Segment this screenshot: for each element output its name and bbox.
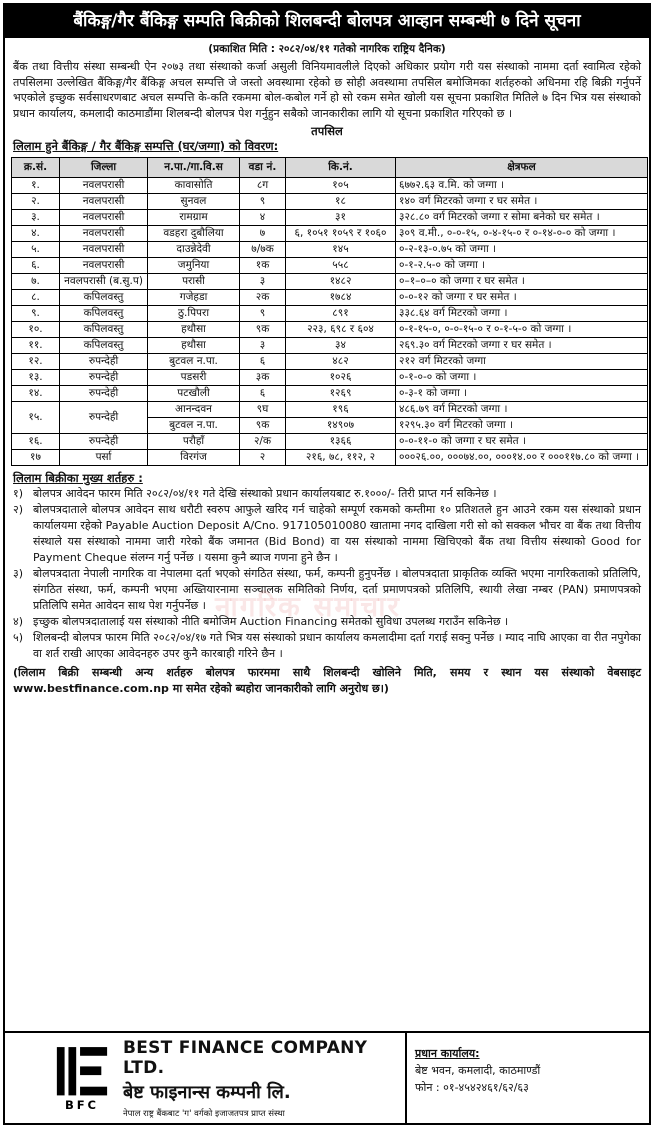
cell-sn: १०. — [12, 322, 60, 338]
cell-ward: १क — [240, 258, 286, 274]
condition-text: बोलपत्रदाताले बोलपत्र आवेदन साथ धरौटी स्वरुप आफुले खरिद गर्न चाहेको सम्पूर्ण रकमको कम्तीमा १० प्रतिशतले हुन आउने रकम यस संस्थाको प्रधान कार्यालयमा रहेको Payable Auction Deposit A/Cno. 917105010080 खातामा नगद दाखिला गरी सो को सक्कल भौचर वा बैंक तथा वित्तीय संस्थाले यस संस्थाको नाममा जारी गरेको बैंक जमानत (Bid Bond) वा यस संस्थाको नाममा खिचिएको बैंक तथा वित्तीय संस्थाको Good for Payment Cheque संलग्न गर्नु पर्नेछ । यसमा कुनै ब्याज गणना हुने छैन । — [33, 503, 641, 564]
condition-text: बोलपत्रदाता नेपाली नागरिक वा नेपालमा दर्ता भएको संगठित संस्था, फर्म, कम्पनी हुनुपर्नेछ । बोलपत्रदाता प्राकृतिक व्यक्ति भएमा नागरिकताको प्रतिलिपि, संगठित संस्था, फर्म, कम्पनी भएमा अख्तियारनामा सञ्चालक समितिको निर्णय, दर्ता प्रमाणपत्रको प्रतिलिपि, स्थायी लेखा नम्बर (PAN) प्रमाणपत्रको प्रतिलिपि समेत आवेदन साथ पेश गर्नुपर्नेछ । — [33, 567, 641, 612]
cell-area: २६९.३० वर्ग मिटरको जग्गा र घर समेत । — [396, 338, 648, 354]
table-row — [12, 338, 648, 354]
cell-kitta: १७८४ — [286, 290, 396, 306]
cell-ward: २/क — [240, 434, 286, 450]
company-tagline: नेपाल राष्ट्र बैंकबाट 'ग' वर्गको इजाजतपत्र प्राप्त संस्था — [122, 1108, 285, 1119]
cell-kitta: ६, १०५१ १०५९ र १०६० — [286, 226, 396, 242]
cell-ward: ३ — [240, 338, 286, 354]
cell-kitta: १३६६ — [286, 434, 396, 450]
company-branding — [5, 1033, 405, 1123]
condition-item — [5, 486, 649, 502]
condition-item — [5, 502, 649, 566]
cell-kitta: १०२६ — [286, 370, 396, 386]
cell-sn: ९. — [12, 306, 60, 322]
condition-item — [5, 614, 649, 630]
notice-banner: बैंकिङ्ग/गैर बैंकिङ्ग सम्पति बिक्रीको शिलबन्दी बोलपत्र आव्हान सम्बन्धी ७ दिने सूचना — [5, 5, 649, 38]
table-row — [12, 194, 648, 210]
cell-area: ०००२६.००, ०००७४.००, ०००१४.०० र ०००११७.८० को जग्गा । — [396, 450, 648, 466]
footer — [5, 1031, 649, 1123]
head-office-phone: फोन : ०१-४५४२४६१/६२/६३ — [415, 1081, 529, 1094]
table-row — [12, 354, 648, 370]
cell-area: १२९५.३० वर्ग मिटरको जग्गा । — [396, 418, 648, 434]
col-header-ward: वडा नं. — [240, 158, 286, 178]
cell-municipality: पडसरी — [148, 370, 240, 386]
cell-sn: १६. — [12, 434, 60, 450]
cell-kitta: १२६९ — [286, 386, 396, 402]
cell-district: नवलपरासी (ब.सु.प) — [60, 274, 148, 290]
cell-district: कपिलवस्तु — [60, 290, 148, 306]
cell-kitta: १४५ — [286, 242, 396, 258]
cell-ward: ९क — [240, 322, 286, 338]
condition-text: इच्छुक बोलपत्रदातालाई यस संस्थाको नीति बमोजिम Auction Financing समेतको सुविधा उपलब्ध गराउँन सकिनेछ । — [33, 615, 509, 628]
cell-sn: ५. — [12, 242, 60, 258]
cell-ward: ६ — [240, 354, 286, 370]
table-row — [12, 290, 648, 306]
head-office-block — [405, 1033, 649, 1123]
cell-kitta: १८ — [286, 194, 396, 210]
cell-municipality: बुटवल न.पा. — [148, 418, 240, 434]
head-office-address: बेष्ट भवन, कमलादी, काठमाण्डौं — [415, 1064, 541, 1077]
cell-kitta: ५५८ — [286, 258, 396, 274]
condition-number: १) — [13, 487, 24, 500]
table-row — [12, 226, 648, 242]
cell-sn: ८. — [12, 290, 60, 306]
cell-district: पर्सा — [60, 450, 148, 466]
watermark: नागरिक समाचार — [215, 590, 401, 623]
condition-number: ३) — [13, 567, 24, 580]
cell-district: नवलपरासी — [60, 242, 148, 258]
schedule-heading: तपसिल — [311, 124, 343, 138]
cell-district: रुपन्देही — [60, 354, 148, 370]
cell-municipality: सुनवल — [148, 194, 240, 210]
cell-sn: १७ — [12, 450, 60, 466]
cell-district: रुपन्देही — [60, 434, 148, 450]
cell-municipality: विरगंज — [148, 450, 240, 466]
condition-number: ५) — [13, 631, 24, 644]
cell-municipality: कावासोति — [148, 178, 240, 194]
company-name-block — [123, 1038, 405, 1119]
cell-district: नवलपरासी — [60, 178, 148, 194]
cell-municipality: वडहरा दुबौलिया — [148, 226, 240, 242]
cell-kitta: २१६, ७८, ११२, २ — [286, 450, 396, 466]
col-header-district: जिल्ला — [60, 158, 148, 178]
cell-sn: ३. — [12, 210, 60, 226]
cell-district: नवलपरासी — [60, 210, 148, 226]
condition-text: बोलपत्र आवेदन फारम मिति २०८२/०४/११ गते देखि संस्थाको प्रधान कार्यालयबाट रु.१०००/- तिरी प्राप्त गर्न सकिनेछ । — [33, 487, 497, 500]
table-row — [12, 306, 648, 322]
table-row — [12, 450, 648, 466]
table-row — [12, 178, 648, 194]
table-header-row — [12, 158, 648, 178]
cell-kitta: ३१ — [286, 210, 396, 226]
table-row — [12, 370, 648, 386]
cell-sn: १५. — [12, 402, 60, 434]
cell-municipality: परासी — [148, 274, 240, 290]
cell-sn: ११. — [12, 338, 60, 354]
cell-area: २१२ वर्ग मिटरको जग्गा — [396, 354, 648, 370]
cell-ward: २क — [240, 290, 286, 306]
cell-area: ३२८.८० वर्ग मिटरको जग्गा र सोमा बनेको घर समेत । — [396, 210, 648, 226]
cell-ward: ९ — [240, 306, 286, 322]
cell-area: १४० वर्ग मिटरको जग्गा र घर समेत । — [396, 194, 648, 210]
cell-area: ४८६.७९ वर्ग मिटरको जग्गा । — [396, 402, 648, 418]
cell-district: कपिलवस्तु — [60, 338, 148, 354]
cell-municipality: बुटवल न.पा. — [148, 354, 240, 370]
cell-area: ३३८.६४ वर्ग मिटरको जग्गा । — [396, 306, 648, 322]
cell-kitta: १४९०७ — [286, 418, 396, 434]
cell-district: नवलपरासी — [60, 226, 148, 242]
cell-area: ६७७२.६३ व.मि. को जग्गा । — [396, 178, 648, 194]
head-office-label: प्रधान कार्यालय: — [415, 1047, 480, 1060]
table-row — [12, 274, 648, 290]
table-row — [12, 386, 648, 402]
table-row — [12, 402, 648, 418]
cell-area: ०-१-१५-०, ०-०-१५-० र ०-१-५-० को जग्गा । — [396, 322, 648, 338]
cell-municipality: पटखौली — [148, 386, 240, 402]
intro-paragraph: बैंक तथा वित्तीय संस्था सम्बन्धी ऐन २०७३ तथा संस्थाको कर्जा असुली विनियमावलीले दिएको अधिकार प्रयोग गरी यस संस्थाको नाममा दर्ता स्वामित्व रहेको तपसिलमा उल्लेखित बैंकिङ्ग/गैर बैंकिङ्ग अचल सम्पत्ति जे जस्तो अवस्थामा रहेको छ सोही अवस्थामा तपसिल बमोजिमका शर्तहरुको अधिनमा रहि बिक्री गर्नुपर्ने भएकोले इच्छुक सर्वसाधरणबाट अचल सम्पत्ति के-कति रकममा बोल-कबोल गर्ने हो सो रकम समेत खोली यस सूचना प्रकाशित मितिले ७ दिन भित्र यस संस्थाको प्रधान कार्यालय, कमलादी काठमाडौंमा शिलबन्दी बोलपत्र पेश गर्नुहुन सबैको जानकारीका लागि यो सूचना प्रकाशित गरिएको छ । — [13, 60, 641, 120]
cell-sn: २. — [12, 194, 60, 210]
cell-municipality: हथौसा — [148, 338, 240, 354]
cell-kitta: ४८२ — [286, 354, 396, 370]
cell-sn: १४. — [12, 386, 60, 402]
cell-area: ०-१-०-० को जग्गा । — [396, 370, 648, 386]
condition-number: ४) — [13, 615, 24, 628]
cell-area: ०-०-१२ को जग्गा र घर समेत । — [396, 290, 648, 306]
property-table — [11, 157, 648, 466]
table-row — [12, 242, 648, 258]
cell-ward: ९क — [240, 418, 286, 434]
cell-area: ०-०-११-० को जग्गा र घर समेत । — [396, 434, 648, 450]
cell-municipality: परौहाँ — [148, 434, 240, 450]
logo-letters: BFC — [65, 1097, 99, 1112]
table-row — [12, 210, 648, 226]
notice-page — [3, 3, 651, 1125]
col-header-municipality: न.पा./गा.वि.स — [148, 158, 240, 178]
cell-district: नवलपरासी — [60, 258, 148, 274]
cell-municipality: ठु.पिपरा — [148, 306, 240, 322]
cell-municipality: दाउन्नेदेवी — [148, 242, 240, 258]
cell-kitta: ३४ — [286, 338, 396, 354]
cell-sn: १३. — [12, 370, 60, 386]
cell-kitta: ८९१ — [286, 306, 396, 322]
cell-municipality: जमुनिया — [148, 258, 240, 274]
col-header-area: क्षेत्रफल — [396, 158, 648, 178]
conditions-list — [5, 486, 649, 662]
col-header-kitta: कि.नं. — [286, 158, 396, 178]
cell-district: कपिलवस्तु — [60, 322, 148, 338]
cell-ward: ९ — [240, 194, 286, 210]
cell-sn: १. — [12, 178, 60, 194]
cell-ward: ७ — [240, 226, 286, 242]
cell-municipality: आनन्दवन — [148, 402, 240, 418]
publication-date: (प्रकाशित मिति : २०८२/०४/११ गतेको नागरिक राष्ट्रिय दैनिक) — [208, 43, 446, 55]
company-name-en: BEST FINANCE COMPANY LTD. — [122, 1037, 368, 1078]
cell-ward: २ — [240, 450, 286, 466]
cell-ward: ४ — [240, 210, 286, 226]
cell-area: ०–१–०–० को जग्गा र घर समेत । — [396, 274, 648, 290]
table-row — [12, 434, 648, 450]
cell-district: नवलपरासी — [60, 194, 148, 210]
cell-sn: ७. — [12, 274, 60, 290]
col-header-sn: क्र.सं. — [12, 158, 60, 178]
company-name-np: बेष्ट फाइनान्स कम्पनी लि. — [122, 1081, 291, 1103]
cell-kitta: १०५ — [286, 178, 396, 194]
cell-area: ३०९ व.मी., ०-०-१५, ०-४-१५-० र ०-१४-०-० को जग्गा । — [396, 226, 648, 242]
table-title: लिलाम हुने बैंकिङ्ग / गैर बैंकिङ्ग सम्पत्ति (घर/जग्गा) को विवरण: — [13, 139, 279, 153]
cell-municipality: हथौसा — [148, 322, 240, 338]
cell-ward: ३क — [240, 370, 286, 386]
cell-ward: ७/७क — [240, 242, 286, 258]
condition-item — [5, 566, 649, 614]
cell-ward: ९घ — [240, 402, 286, 418]
cell-area: ०-३-१ को जग्गा । — [396, 386, 648, 402]
table-row — [12, 322, 648, 338]
cell-district: कपिलवस्तु — [60, 306, 148, 322]
cell-sn: १२. — [12, 354, 60, 370]
cell-district: रुपन्देही — [60, 370, 148, 386]
footnote: (लिलाम बिक्री सम्बन्धी अन्य शर्तहरु बोलपत्र फारममा साथै शिलबन्दी खोलिने मिति, समय र स्थान यस संस्थाको वेबसाइट www.bestfinance.com.np मा समेत रहेको ब्यहोरा जानकारीको लागि अनुरोध छ।) — [13, 666, 641, 695]
cell-kitta: २२३, ६९८ र ६०४ — [286, 322, 396, 338]
cell-sn: ४. — [12, 226, 60, 242]
condition-item — [5, 630, 649, 662]
cell-district: रुपन्देही — [60, 402, 148, 434]
condition-text: शिलबन्दी बोलपत्र फारम मिति २०८२/०४/१७ गते भित्र यस संस्थाको प्रधान कार्यालय कमलादीमा दर्ता गराई सक्नु पर्नेछ । म्याद नाघि आएका वा रीत नपुगेका वा शर्त राखी आएका आवेदनहरु उपर कुनै कारबाही गरिने छैन । — [33, 631, 641, 660]
bfc-logo-icon — [53, 1044, 111, 1112]
cell-ward: ३ — [240, 274, 286, 290]
cell-municipality: रामग्राम — [148, 210, 240, 226]
cell-kitta: १४८२ — [286, 274, 396, 290]
condition-number: २) — [13, 503, 24, 516]
table-row — [12, 258, 648, 274]
cell-district: रुपन्देही — [60, 386, 148, 402]
cell-municipality: गजेहडा — [148, 290, 240, 306]
cell-kitta: १९६ — [286, 402, 396, 418]
cell-ward: ८ग — [240, 178, 286, 194]
cell-ward: ६ — [240, 386, 286, 402]
cell-sn: ६. — [12, 258, 60, 274]
cell-area: ०-१-२.५-० को जग्गा । — [396, 258, 648, 274]
conditions-title: लिलाम बिक्रीका मुख्य शर्तहरु : — [13, 471, 143, 485]
cell-area: ०-२-१३-०.७५ को जग्गा । — [396, 242, 648, 258]
